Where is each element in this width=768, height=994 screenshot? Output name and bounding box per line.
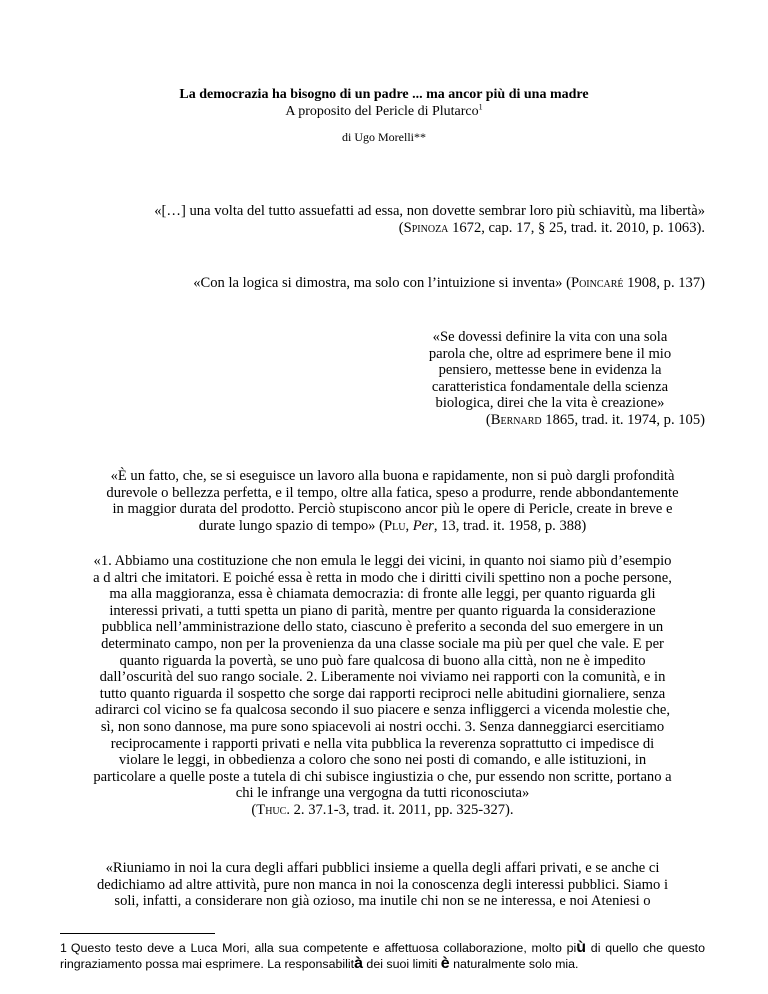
- quote-line: in maggior durata del prodotto. Perciò stupiscono ancor più le opere di Pericle, create in breve e: [112, 501, 673, 518]
- page-title: La democrazia ha bisogno di un padre ... ma ancor più di una madre: [179, 87, 589, 102]
- footnote: [60, 940, 705, 972]
- footnote-text-4: naturalmente solo mia.: [449, 957, 579, 971]
- citation-open: (: [251, 801, 257, 818]
- citation-sep: ,: [405, 517, 413, 534]
- quote-line: adirarci col vicino se fa qualcosa secondo il suo piacere e senza infliggerci a vicenda molestie che,: [95, 702, 670, 719]
- citation-author: Bernard: [490, 411, 542, 428]
- quote-line: ma alla maggioranza, essa è chiamata democrazia: di fronte alle leggi, per quanto riguarda gli: [109, 586, 656, 603]
- title-block: [0, 86, 768, 120]
- quote-line: a d altri che imitatori. E poiché essa è retta in modo che i diritti civili spettino non a poche persone,: [93, 569, 672, 586]
- quote-line: quanto riguarda la povertà, se uno può fare qualcosa di buono alla città, non ne è impedito: [119, 652, 646, 669]
- epigraph-spinoza: [100, 203, 705, 236]
- quote-line: chi le infrange una vergogna da tutti riconosciuta»: [235, 785, 530, 802]
- quote-line: particolare a quelle poste a tutela di chi subisce ingiustizia o che, pur essendo non scritte, portano a: [93, 768, 672, 785]
- citation-ref: 1865, trad. it. 1974, p. 105): [541, 411, 705, 428]
- epigraph-bernard: [395, 329, 705, 429]
- citation-ref: . 2. 37.1-3, trad. it. 2011, pp. 325-327).: [286, 801, 514, 818]
- quote-line: determinato campo, non per la provenienza da una classe sociale ma più per quel che vale. E per: [101, 635, 664, 652]
- citation-ref: 1908, p. 137): [623, 275, 705, 291]
- citation-open: (: [398, 219, 404, 236]
- citation-author: Plu: [383, 517, 406, 534]
- quote-line: parola che, oltre ad esprimere bene il mio: [428, 345, 672, 362]
- footnote-char-e: è: [440, 955, 450, 972]
- quote-line: biologica, direi che la vita è creazione»: [435, 395, 665, 412]
- footnote-text-2: di quello che questo ringraziamento possa mai esprimere. La responsabilit: [60, 941, 705, 971]
- quote-line: soli, infatti, a considerare non già ozioso, ma inutile chi non se ne interessa, e noi Ateniesi o: [114, 893, 651, 910]
- epigraph-plutarch: [80, 468, 705, 534]
- footnote-text-1: Questo testo deve a Luca Mori, alla sua competente e affettuosa collaborazione, molto pi: [70, 941, 577, 955]
- author-line: di Ugo Morelli**: [342, 130, 426, 144]
- quote-line: interessi privati, a tutti spetta un piano di parità, mentre per quanto riguarda la considerazione: [109, 602, 656, 619]
- quote-text: «[…] una volta del tutto assuefatti ad essa, non dovette sembrar loro più schiavitù, ma libertà»: [154, 203, 705, 219]
- quote-line: dedichiamo ad altre attività, pure non manca in noi la conoscenza degli interessi pubblici. Siamo i: [96, 876, 668, 893]
- quote-citation: [80, 518, 705, 535]
- quote-line: reciprocamente i rapporti privati e nella vita pubblica la reverenza soprattutto ci impedisce di: [110, 735, 655, 752]
- quote-line: «È un fatto, che, se si eseguisce un lavoro alla buona e rapidamente, non si può dargli profondità: [110, 468, 675, 484]
- epigraph-poincare: [150, 275, 705, 292]
- quote-citation: [395, 412, 705, 429]
- footnote-number: 1: [60, 941, 67, 955]
- quote-line: «Se dovessi definire la vita con una sola: [432, 329, 668, 345]
- page-subtitle: [0, 103, 768, 120]
- quote-line: pensiero, mettesse bene in evidenza la: [438, 362, 662, 379]
- footnote-char-u: ù: [576, 939, 587, 956]
- subtitle-text: A proposito del Pericle di Plutarco: [285, 104, 479, 119]
- citation-ref: 1672, cap. 17, § 25, trad. it. 2010, p. 1063).: [448, 219, 705, 236]
- quote-line: sì, non sono dannose, ma pure sono spiacevoli ai nostri occhi. 3. Senza danneggiarci esercitiamo: [100, 718, 665, 735]
- citation-work: Per: [412, 517, 434, 534]
- footnote-divider: [60, 933, 215, 934]
- quote-line: violare le leggi, in obbedienza a coloro che sono nei posti di comando, e alle istituzioni, in: [118, 752, 647, 769]
- citation-author: Poincaré: [570, 275, 624, 291]
- citation-ref: , 13, trad. it. 1958, p. 388): [433, 517, 587, 534]
- quote-line: dall’oscurità del suo rango sociale. 2. Liberamente noi viviamo nei rapporti con la comunità, e in: [99, 669, 666, 686]
- quote-line: durevole o bellezza perfetta, e il tempo, oltre alla fatica, speso a produrre, rende abbondantemente: [106, 484, 679, 501]
- footnote-text-3: dei suoi limiti: [362, 957, 441, 971]
- epigraph-thucydides-2: [60, 860, 705, 910]
- quote-line: caratteristica fondamentale della scienza: [431, 378, 669, 395]
- citation-author: Spinoza: [403, 219, 449, 236]
- quote-citation: [100, 220, 705, 237]
- quote-line: tutto quanto riguarda il sospetto che sorge dai rapporti reciproci nelle abitudini giornaliere, senza: [99, 685, 666, 702]
- citation-author: Thuc: [256, 801, 287, 818]
- quote-line: «Riuniamo in noi la cura degli affari pubblici insieme a quella degli affari privati, e se anche ci: [105, 860, 660, 876]
- quote-citation: [60, 802, 705, 819]
- footnote-char-a: à: [354, 955, 363, 972]
- citation-open: (: [485, 411, 491, 428]
- footnote-ref[interactable]: 1: [478, 102, 483, 112]
- quote-line: «1. Abbiamo una costituzione che non emula le leggi dei vicini, in quanto noi siamo più d’esempio: [93, 553, 672, 569]
- quote-text: «Con la logica si dimostra, ma solo con l’intuizione si inventa» (: [193, 275, 571, 291]
- quote-line: pubblica nell’amministrazione dello stato, ciascuno è preferito a seconda del suo emergere in un: [101, 619, 664, 636]
- epigraph-thucydides: [60, 553, 705, 819]
- quote-line: durate lungo spazio di tempo» (: [198, 517, 384, 534]
